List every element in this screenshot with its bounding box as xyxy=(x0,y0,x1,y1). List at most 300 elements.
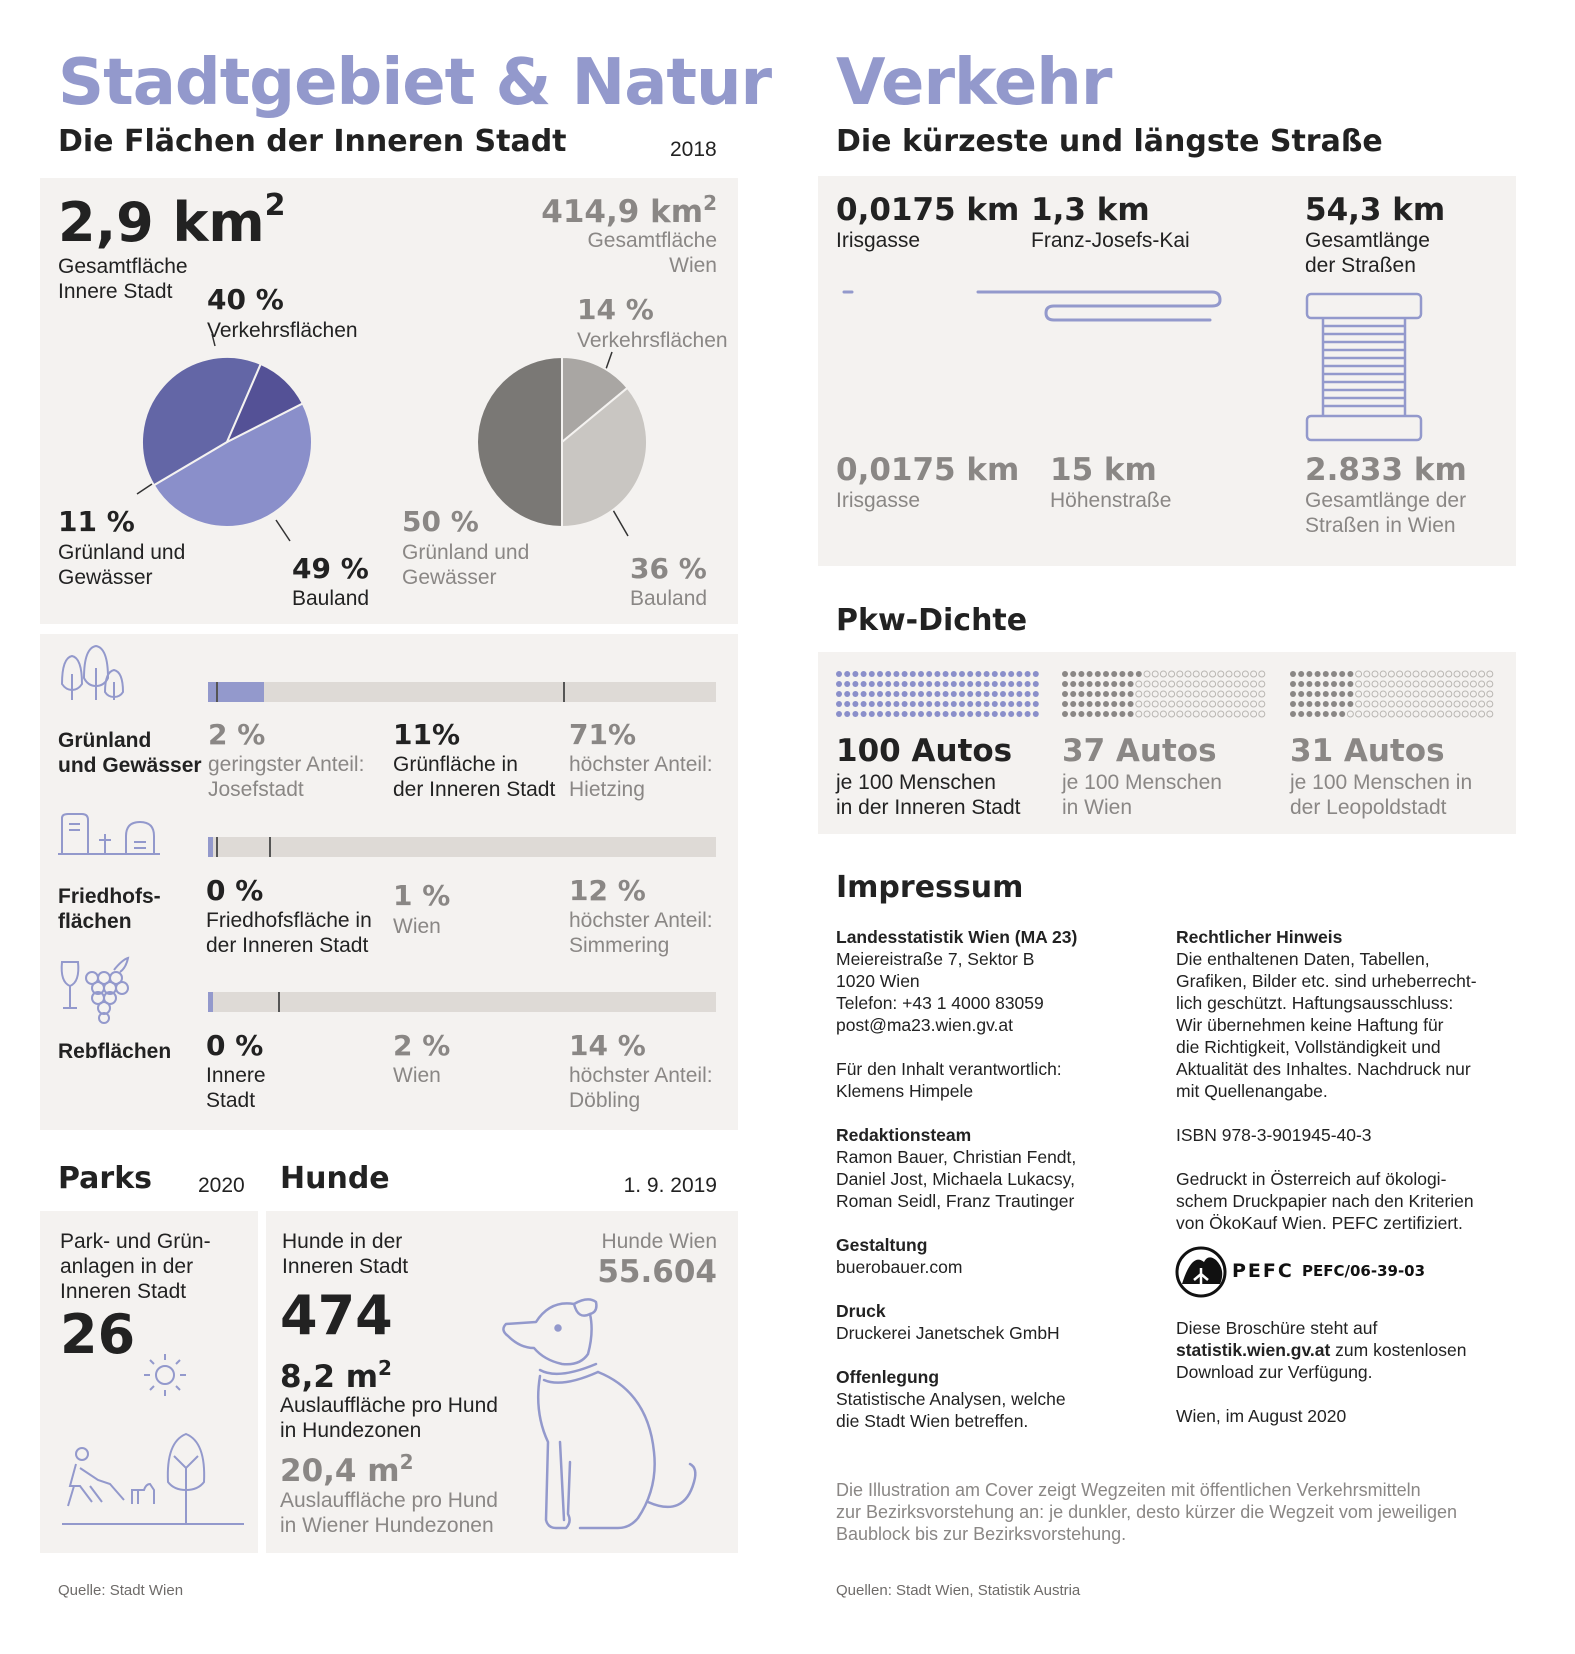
pkw-inner-dot xyxy=(844,671,850,677)
pkw-leopoldstadt-dot xyxy=(1470,691,1476,697)
pkw-wien-dot xyxy=(1210,701,1216,707)
impressum-print: Druckerei Janetschek GmbH xyxy=(836,1323,1060,1343)
pkw-inner-dot xyxy=(959,681,965,687)
pkw-leopoldstadt-dot xyxy=(1438,711,1444,717)
dogs-title: Hunde xyxy=(280,1161,390,1196)
pkw-leopoldstadt-dot xyxy=(1290,701,1296,707)
pkw-inner-dot xyxy=(934,671,940,677)
pkw-leopoldstadt-dot xyxy=(1315,671,1321,677)
pkw-inner-dot xyxy=(910,711,916,717)
legal-line2: Grafiken, Bilder etc. sind urheberrecht- xyxy=(1176,971,1477,991)
pkw-wien-dot xyxy=(1234,671,1240,677)
pkw-inner-dot xyxy=(902,681,908,687)
cover-note xyxy=(836,1479,1516,1545)
trees-icon xyxy=(58,644,128,704)
green-mid-label: Grünfläche in der Inneren Stadt xyxy=(393,753,556,801)
pkw-wien-dot xyxy=(1070,701,1076,707)
inner-short-name: Irisgasse xyxy=(836,229,921,252)
eco-line2: schem Druckpapier nach den Kriterien xyxy=(1176,1191,1474,1211)
impressum-team1: Ramon Bauer, Christian Fendt, xyxy=(836,1147,1077,1167)
pkw-leopoldstadt-dot xyxy=(1421,671,1427,677)
pkw-inner-dot xyxy=(918,671,924,677)
pkw-leopoldstadt-dot xyxy=(1397,691,1403,697)
cemetery-a-pct: 0 % xyxy=(206,874,264,907)
impressum-team-heading: Redaktionsteam xyxy=(836,1125,972,1145)
cemetery-row-label: Friedhofs- flächen xyxy=(58,885,161,933)
pkw-leopoldstadt-dot xyxy=(1339,681,1345,687)
left-title: Stadtgebiet & Natur xyxy=(58,46,772,120)
pkw-wien-dot xyxy=(1201,701,1207,707)
dogs-wien-label: Hunde Wien xyxy=(601,1230,717,1253)
cemetery-bar-track xyxy=(208,837,716,857)
pkw-wien-dot xyxy=(1078,671,1084,677)
inner-short-value: 0,0175 km xyxy=(836,192,1020,228)
pkw-wien-dot xyxy=(1128,671,1134,677)
pkw-inner-dot xyxy=(869,711,875,717)
pkw-leopoldstadt-dot xyxy=(1315,711,1321,717)
pkw-inner-dot xyxy=(934,691,940,697)
impressum-email[interactable]: post@ma23.wien.gv.at xyxy=(836,1015,1013,1035)
pkw-leopoldstadt-dot xyxy=(1438,671,1444,677)
pkw-inner-dot xyxy=(877,671,883,677)
pkw-leopoldstadt-dot xyxy=(1397,671,1403,677)
pkw-wien-dot xyxy=(1259,691,1265,697)
pkw-wien-dot xyxy=(1226,701,1232,707)
pkw-leopoldstadt-dot xyxy=(1331,711,1337,717)
pkw-inner-dot xyxy=(1025,671,1031,677)
pkw-wien-dot xyxy=(1218,671,1224,677)
pkw-leopoldstadt-dot xyxy=(1290,691,1296,697)
dog-icon xyxy=(498,1292,710,1542)
pkw-inner-dot xyxy=(943,701,949,707)
pkw-leopoldstadt-dot xyxy=(1454,691,1460,697)
dogs-area2-value: 20,4 $m^2$ xyxy=(280,1450,414,1489)
pkw-wien-dot xyxy=(1095,711,1101,717)
pie-wien-green-label: Grünland und Gewässer xyxy=(402,541,530,589)
impressum-phone: Telefon: +43 1 4000 83059 xyxy=(836,993,1044,1013)
pkw-c-value: 31 Autos xyxy=(1290,733,1445,769)
pkw-inner-dot xyxy=(861,701,867,707)
pkw-leopoldstadt-dot xyxy=(1315,701,1321,707)
pkw-wien-dot xyxy=(1128,711,1134,717)
pkw-wien-dot xyxy=(1144,691,1150,697)
pkw-wien-dot xyxy=(1242,681,1248,687)
vine-b-pct: 2 % xyxy=(393,1029,451,1062)
pkw-inner-dot xyxy=(926,711,932,717)
pkw-inner-dot xyxy=(959,691,965,697)
pkw-wien-dot xyxy=(1185,711,1191,717)
pkw-wien-dot xyxy=(1144,671,1150,677)
pkw-wien-dot xyxy=(1070,681,1076,687)
pie-inner-build-label: Bauland xyxy=(292,587,370,610)
pkw-leopoldstadt-dot xyxy=(1380,711,1386,717)
pkw-leopoldstadt-dot xyxy=(1454,671,1460,677)
pkw-leopoldstadt-dot xyxy=(1405,711,1411,717)
pkw-leopoldstadt-dot xyxy=(1372,681,1378,687)
pkw-leopoldstadt-dot xyxy=(1470,711,1476,717)
pkw-inner-dot xyxy=(975,691,981,697)
impressum-design-heading: Gestaltung xyxy=(836,1235,928,1255)
pkw-wien-dot xyxy=(1152,671,1158,677)
pkw-inner-dot xyxy=(1033,671,1039,677)
pkw-wien-dot xyxy=(1070,691,1076,697)
eco-line1: Gedruckt in Österreich auf ökologi- xyxy=(1176,1169,1447,1189)
cemetery-a-label: Friedhofsfläche in der Inneren Stadt xyxy=(206,909,372,957)
pkw-a-value: 100 Autos xyxy=(836,733,1013,769)
pkw-inner-dot xyxy=(943,671,949,677)
pkw-leopoldstadt-dot xyxy=(1306,681,1312,687)
pkw-b-label: je 100 Menschen in Wien xyxy=(1062,771,1222,819)
impressum-print-heading: Druck xyxy=(836,1301,886,1321)
pkw-inner-dot xyxy=(902,691,908,697)
pkw-leopoldstadt-dot xyxy=(1487,691,1493,697)
pkw-wien-dot xyxy=(1234,691,1240,697)
pkw-inner-dot xyxy=(975,711,981,717)
pkw-leopoldstadt-dot xyxy=(1438,701,1444,707)
pkw-leopoldstadt-dot xyxy=(1356,711,1362,717)
pkw-wien-dot xyxy=(1128,681,1134,687)
pkw-inner-dot xyxy=(910,691,916,697)
dogs-area1-label: Auslauffläche pro Hund in Hundezonen xyxy=(280,1394,498,1442)
pkw-wien-dot xyxy=(1136,671,1142,677)
pkw-wien-dot xyxy=(1234,701,1240,707)
area-inner-label: Gesamtfläche Innere Stadt xyxy=(58,255,188,303)
pkw-inner-dot xyxy=(1000,701,1006,707)
pkw-wien-dot xyxy=(1111,691,1117,697)
isbn: ISBN 978-3-901945-40-3 xyxy=(1176,1125,1372,1145)
wien-short-value: 0,0175 km xyxy=(836,452,1020,488)
impressum-org: Landesstatistik Wien (MA 23) xyxy=(836,927,1078,947)
pkw-wien-dot xyxy=(1210,671,1216,677)
pkw-wien-dot xyxy=(1087,691,1093,697)
pkw-wien-dot xyxy=(1185,701,1191,707)
impressum-col-right xyxy=(1176,926,1506,1234)
pkw-wien-dot xyxy=(1169,691,1175,697)
pkw-inner-dot xyxy=(852,701,858,707)
pkw-wien-dot xyxy=(1136,691,1142,697)
pkw-leopoldstadt-dot xyxy=(1339,701,1345,707)
pkw-inner-dot xyxy=(1033,691,1039,697)
right-source: Quellen: Stadt Wien, Statistik Austria xyxy=(836,1582,1081,1599)
pkw-leopoldstadt-dot xyxy=(1470,681,1476,687)
pkw-inner-dot xyxy=(836,671,842,677)
impressum-disc2: die Stadt Wien betreffen. xyxy=(836,1411,1029,1431)
pkw-leopoldstadt-dot xyxy=(1347,691,1353,697)
pkw-leopoldstadt-dot xyxy=(1356,701,1362,707)
pkw-leopoldstadt-dot xyxy=(1323,711,1329,717)
pkw-wien-dot xyxy=(1078,701,1084,707)
pkw-leopoldstadt-dot xyxy=(1454,701,1460,707)
pkw-wien-dot xyxy=(1160,671,1166,677)
vine-b-label: Wien xyxy=(393,1064,441,1087)
pkw-inner-dot xyxy=(869,681,875,687)
pkw-leopoldstadt-dot xyxy=(1462,701,1468,707)
pkw-inner-dot xyxy=(992,711,998,717)
pkw-wien-dot xyxy=(1062,691,1068,697)
green-max-pct: 71% xyxy=(569,718,637,751)
pkw-leopoldstadt-dot xyxy=(1364,671,1370,677)
pkw-leopoldstadt-dot xyxy=(1356,681,1362,687)
pkw-inner-dot xyxy=(984,671,990,677)
pkw-leopoldstadt-dot xyxy=(1487,701,1493,707)
pkw-leopoldstadt-dot xyxy=(1331,671,1337,677)
pkw-inner-dot xyxy=(836,711,842,717)
pkw-wien-dot xyxy=(1234,681,1240,687)
pkw-inner-dot xyxy=(984,711,990,717)
pkw-a-label: je 100 Menschen in der Inneren Stadt xyxy=(836,771,1021,819)
download-link[interactable]: statistik.wien.gv.at xyxy=(1176,1340,1331,1360)
pkw-wien-dot xyxy=(1160,691,1166,697)
pkw-inner-dot xyxy=(967,701,973,707)
pkw-inner-dot xyxy=(934,681,940,687)
pkw-leopoldstadt-dot xyxy=(1429,701,1435,707)
pkw-inner-dot xyxy=(885,701,891,707)
pkw-inner-dot xyxy=(1016,691,1022,697)
green-min-pct: 2 % xyxy=(208,718,266,751)
pkw-leopoldstadt-dot xyxy=(1479,681,1485,687)
pkw-wien-dot xyxy=(1152,701,1158,707)
pkw-wien-dot xyxy=(1251,681,1257,687)
pkw-wien-dot xyxy=(1193,681,1199,687)
pkw-inner-dot xyxy=(959,671,965,677)
pkw-leopoldstadt-dot xyxy=(1429,691,1435,697)
pkw-leopoldstadt-dot xyxy=(1462,711,1468,717)
pkw-leopoldstadt-dot xyxy=(1339,691,1345,697)
pkw-wien-dot xyxy=(1119,701,1125,707)
dogs-area2-label: Auslauffläche pro Hund in Wiener Hundezonen xyxy=(280,1489,498,1537)
pkw-leopoldstadt-dot xyxy=(1372,671,1378,677)
pkw-inner-dot xyxy=(1033,701,1039,707)
legal-line3: lich geschützt. Haftungsausschluss: xyxy=(1176,993,1454,1013)
pkw-wien-dot xyxy=(1136,711,1142,717)
inner-total-label: Gesamtlänge der Straßen xyxy=(1305,229,1430,277)
pkw-inner-dot xyxy=(943,691,949,697)
pkw-inner-dot xyxy=(951,681,957,687)
place-date: Wien, im August 2020 xyxy=(1176,1406,1347,1426)
pkw-wien-dot xyxy=(1111,711,1117,717)
pkw-inner-dot xyxy=(1025,681,1031,687)
pkw-inner-dot xyxy=(1025,691,1031,697)
pkw-leopoldstadt-dot xyxy=(1429,681,1435,687)
pkw-inner-dot xyxy=(992,691,998,697)
pkw-leopoldstadt-dot xyxy=(1339,711,1345,717)
parks-count: 26 xyxy=(60,1303,136,1366)
pkw-inner-dot xyxy=(975,701,981,707)
pkw-wien-dot xyxy=(1095,691,1101,697)
pkw-wien-dot xyxy=(1152,681,1158,687)
vine-c-pct: 14 % xyxy=(569,1029,646,1062)
pkw-leopoldstadt-dot xyxy=(1372,701,1378,707)
pkw-wien-dot xyxy=(1095,671,1101,677)
pkw-wien-dot xyxy=(1242,671,1248,677)
vine-a-label: Innere Stadt xyxy=(206,1064,266,1112)
pkw-inner-dot xyxy=(1033,681,1039,687)
pkw-leopoldstadt-dot xyxy=(1479,671,1485,677)
pie-inner-green-pct: 11 % xyxy=(58,505,135,538)
grapes-icon xyxy=(58,956,132,1022)
pkw-wien-dot xyxy=(1251,711,1257,717)
pkw-wien-dot xyxy=(1160,711,1166,717)
pkw-leopoldstadt-dot xyxy=(1487,711,1493,717)
legal-heading: Rechtlicher Hinweis xyxy=(1176,927,1343,947)
pkw-leopoldstadt-dot xyxy=(1364,681,1370,687)
wien-total-value: 2.833 km xyxy=(1305,452,1467,488)
pkw-leopoldstadt-dot xyxy=(1397,701,1403,707)
pkw-inner-dot xyxy=(885,671,891,677)
pkw-leopoldstadt-dot xyxy=(1446,681,1452,687)
pkw-inner-dot xyxy=(902,711,908,717)
pkw-inner-dot xyxy=(984,701,990,707)
pkw-wien-dot xyxy=(1136,681,1142,687)
pkw-wien-dot xyxy=(1103,691,1109,697)
download-line1: Diese Broschüre steht auf xyxy=(1176,1318,1378,1338)
pkw-inner-dot xyxy=(836,681,842,687)
pkw-leopoldstadt-dot xyxy=(1298,681,1304,687)
pkw-leopoldstadt-dot xyxy=(1306,701,1312,707)
pie-inner-green-label: Grünland und Gewässer xyxy=(58,541,186,589)
wien-total-label: Gesamtlänge der Straßen in Wien xyxy=(1305,489,1467,537)
inner-long-name: Franz-Josefs-Kai xyxy=(1031,229,1190,252)
pkw-wien-dot xyxy=(1160,681,1166,687)
pkw-leopoldstadt-dot xyxy=(1323,681,1329,687)
impressum-addr1: Meiereistraße 7, Sektor B xyxy=(836,949,1035,969)
pkw-wien-dot xyxy=(1218,681,1224,687)
pkw-wien-dot xyxy=(1242,711,1248,717)
pkw-inner-dot xyxy=(893,671,899,677)
pkw-leopoldstadt-dot xyxy=(1446,711,1452,717)
pkw-leopoldstadt-dot xyxy=(1356,671,1362,677)
pkw-inner-dot xyxy=(992,681,998,687)
pkw-inner-dot xyxy=(885,691,891,697)
pkw-leopoldstadt-dot xyxy=(1413,701,1419,707)
pkw-leopoldstadt-dot xyxy=(1479,691,1485,697)
pkw-leopoldstadt-dot xyxy=(1462,681,1468,687)
pkw-inner-dot xyxy=(893,681,899,687)
area-wien-value: 414,9 $km^2$ xyxy=(541,191,717,230)
download-line2: statistik.wien.gv.at zum kostenlosen xyxy=(1176,1340,1467,1360)
pkw-inner-dot xyxy=(861,691,867,697)
cemetery-bar-wien-tick xyxy=(216,837,218,857)
pkw-wien-dot xyxy=(1119,681,1125,687)
pkw-inner-dot xyxy=(877,681,883,687)
download-note xyxy=(1176,1317,1506,1427)
pkw-inner-dot xyxy=(836,691,842,697)
impressum-team3: Roman Seidl, Franz Trautinger xyxy=(836,1191,1075,1211)
pkw-inner-dot xyxy=(992,701,998,707)
pkw-wien-dot xyxy=(1201,691,1207,697)
left-year: 2018 xyxy=(670,138,717,161)
pkw-wien-dot xyxy=(1226,681,1232,687)
pkw-leopoldstadt-dot xyxy=(1298,691,1304,697)
pkw-wien-dot xyxy=(1152,691,1158,697)
pkw-wien-dot xyxy=(1152,711,1158,717)
pkw-wien-dot xyxy=(1177,711,1183,717)
pkw-inner-dot xyxy=(852,691,858,697)
pie-wien-traffic-label: Verkehrsflächen xyxy=(577,329,728,352)
pkw-wien-dot xyxy=(1210,681,1216,687)
pkw-leopoldstadt-dot xyxy=(1347,711,1353,717)
pkw-inner-dot xyxy=(1008,701,1014,707)
pkw-leopoldstadt-dot xyxy=(1397,711,1403,717)
pkw-inner-dot xyxy=(1033,711,1039,717)
pkw-wien-dot xyxy=(1234,711,1240,717)
pkw-wien-dot xyxy=(1128,691,1134,697)
pkw-wien-dot xyxy=(1144,711,1150,717)
pkw-inner-dot xyxy=(1025,701,1031,707)
pie-wien-slice-gruen xyxy=(477,357,562,527)
pkw-wien-dot xyxy=(1062,681,1068,687)
inner-total-value: 54,3 km xyxy=(1305,192,1446,228)
pkw-leopoldstadt-dot xyxy=(1405,691,1411,697)
pkw-leopoldstadt-dot xyxy=(1388,671,1394,677)
pkw-leopoldstadt-dot xyxy=(1306,691,1312,697)
pkw-wien-dot xyxy=(1119,711,1125,717)
pkw-inner-dot xyxy=(893,691,899,697)
pkw-inner-dot xyxy=(869,691,875,697)
pkw-wien-dot xyxy=(1103,711,1109,717)
pkw-leopoldstadt-dot xyxy=(1347,681,1353,687)
dogs-inner-count: 474 xyxy=(280,1284,393,1347)
cover-note-line3: Baublock bis zur Bezirksvorstehung. xyxy=(836,1524,1127,1544)
cemetery-bar-fill xyxy=(208,837,213,857)
pkw-wien-dot xyxy=(1185,681,1191,687)
pkw-wien-dot xyxy=(1136,701,1142,707)
pkw-inner-dot xyxy=(885,681,891,687)
pkw-inner-dot xyxy=(918,701,924,707)
pkw-wien-dot xyxy=(1078,691,1084,697)
green-min-label: geringster Anteil: Josefstadt xyxy=(208,753,365,801)
pkw-dots-inner xyxy=(836,671,1046,721)
pkw-wien-dot xyxy=(1078,681,1084,687)
pkw-inner-dot xyxy=(877,711,883,717)
pkw-inner-dot xyxy=(852,711,858,717)
pkw-leopoldstadt-dot xyxy=(1388,711,1394,717)
pkw-leopoldstadt-dot xyxy=(1372,711,1378,717)
pkw-title: Pkw-Dichte xyxy=(836,603,1028,638)
pkw-leopoldstadt-dot xyxy=(1487,681,1493,687)
pefc-code: PEFC/06-39-03 xyxy=(1302,1262,1426,1280)
pkw-leopoldstadt-dot xyxy=(1290,711,1296,717)
pkw-leopoldstadt-dot xyxy=(1470,701,1476,707)
pkw-inner-dot xyxy=(852,671,858,677)
pkw-wien-dot xyxy=(1210,691,1216,697)
green-max-label: höchster Anteil: Hietzing xyxy=(569,753,713,801)
pie-inner-build-pct: 49 % xyxy=(292,552,369,585)
pkw-inner-dot xyxy=(967,691,973,697)
pkw-wien-dot xyxy=(1111,671,1117,677)
pkw-inner-dot xyxy=(943,681,949,687)
pkw-wien-dot xyxy=(1226,671,1232,677)
impressum-design[interactable]: buerobauer.com xyxy=(836,1257,963,1277)
pkw-inner-dot xyxy=(836,701,842,707)
pkw-inner-dot xyxy=(1016,711,1022,717)
dogs-wien-count: 55.604 xyxy=(597,1254,717,1290)
pkw-wien-dot xyxy=(1070,671,1076,677)
pkw-wien-dot xyxy=(1119,671,1125,677)
left-subtitle: Die Flächen der Inneren Stadt xyxy=(58,124,567,159)
cemetery-icon xyxy=(58,812,162,856)
pkw-inner-dot xyxy=(844,701,850,707)
pkw-inner-dot xyxy=(910,671,916,677)
pkw-leopoldstadt-dot xyxy=(1290,671,1296,677)
pie-wien-traffic-pct: 14 % xyxy=(577,293,654,326)
pkw-inner-dot xyxy=(910,681,916,687)
pefc-tree-icon xyxy=(1174,1246,1230,1298)
wien-long-name: Höhenstraße xyxy=(1050,489,1172,512)
pkw-leopoldstadt-dot xyxy=(1454,711,1460,717)
pkw-wien-dot xyxy=(1177,671,1183,677)
pkw-wien-dot xyxy=(1251,701,1257,707)
